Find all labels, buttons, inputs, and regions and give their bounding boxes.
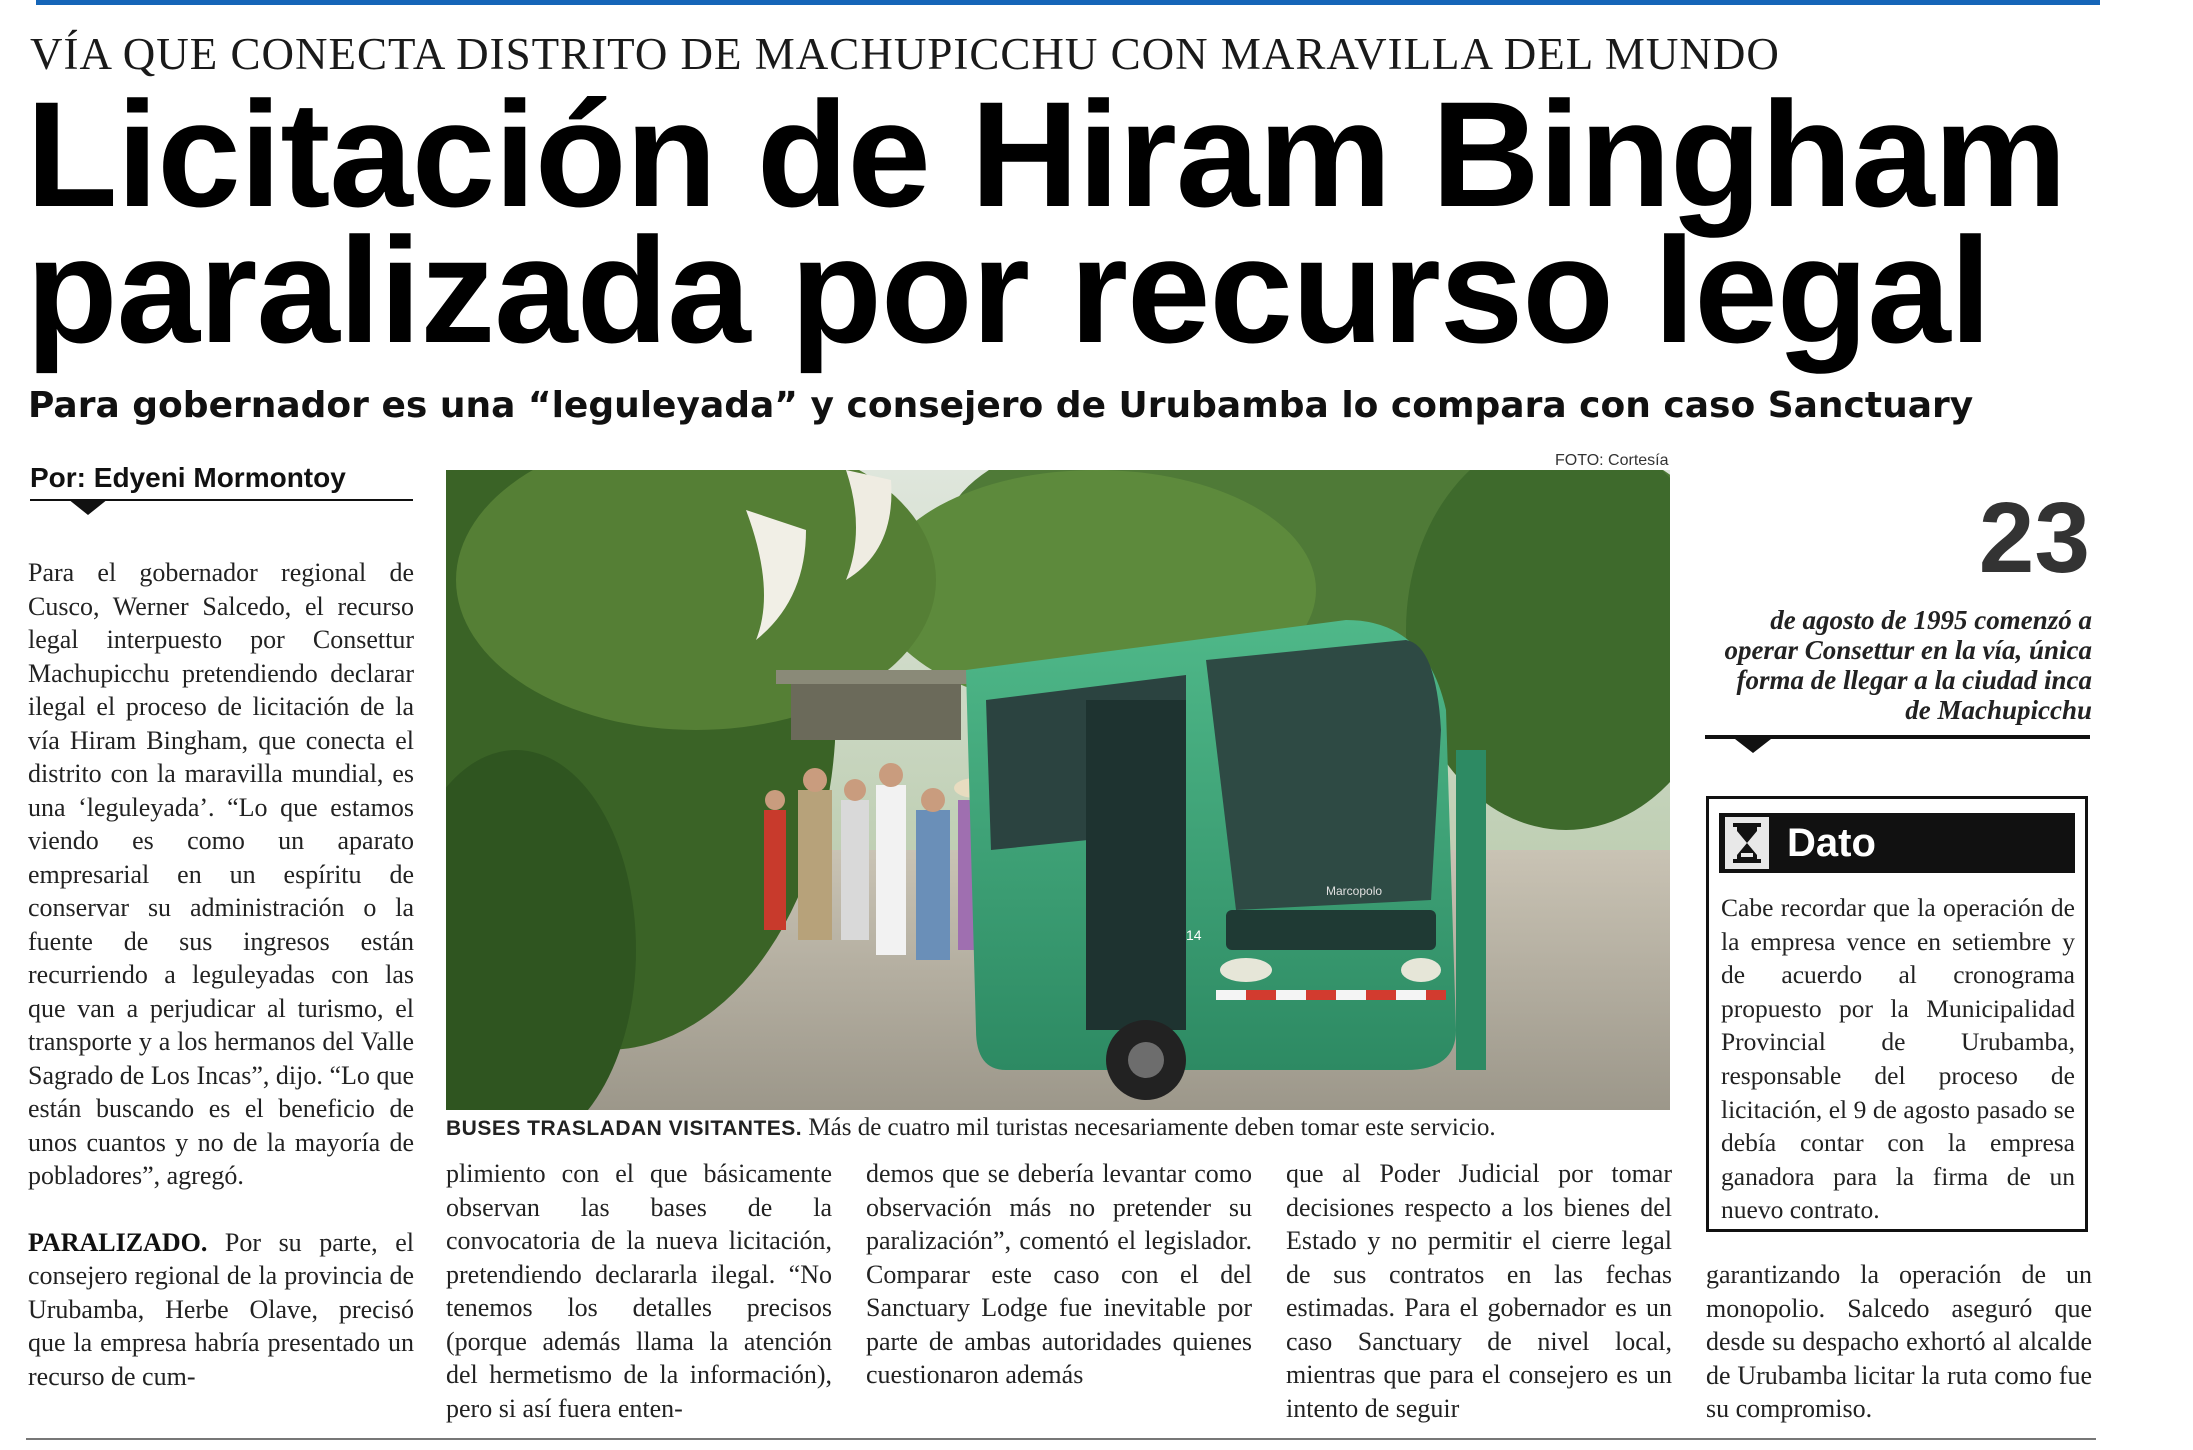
headline <box>26 70 2126 374</box>
column-5: garantizando la operación de un monopolio. Salcedo aseguró que desde su despacho exhortó al alcalde de Urubamba licitar la ruta como fue su compromiso. <box>1706 1260 2092 1423</box>
column-4: que al Poder Judicial por tomar decisiones respecto a los bienes del Estado y no permitir el cierre legal de sus contratos en las fechas estimadas. Para el gobernador es un caso Sanctuary de nivel local, mientras que para el consejero es un intento de seguir <box>1286 1159 1672 1423</box>
bus-number-label: 14 <box>1186 927 1202 943</box>
bus-scene-illustration <box>446 470 1670 1110</box>
column-3: demos que se debería levantar como observación más no pretender su paralización”, comentó el legislador. Comparar este caso con el del Sanctuary Lodge fue inevitable por parte de ambas autoridades quienes cuestionaron además <box>866 1159 1252 1389</box>
byline-tab <box>68 499 108 515</box>
column-1-paragraph-2: PARALIZADO. Por su parte, el consejero regional de la provincia de Urubamba, Herbe Olave, precisó que la empresa habría presentado un recurso de cum- <box>28 1227 414 1391</box>
byline: Por: Edyeni Mormontoy <box>30 462 346 493</box>
hourglass-icon <box>1725 817 1769 869</box>
dato-box <box>1706 796 2088 1232</box>
section-lead: PARALIZADO. <box>28 1227 208 1257</box>
kicker: VÍA QUE CONECTA DISTRITO DE MACHUPICCHU CON MARAVILLA DEL MUNDO <box>30 29 1780 79</box>
dato-header <box>1719 813 2075 873</box>
photo-caption: BUSES TRASLADAN VISITANTES. Más de cuatro mil turistas necesariamente deben tomar este servicio. <box>446 1114 1496 1141</box>
column-1 <box>28 556 414 1393</box>
column-1-paragraph-1: Para el gobernador regional de Cusco, Werner Salcedo, el recurso legal interpuesto por Consettur Machupicchu pretendiendo declarar ilegal el proceso de licitación de la vía Hiram Bingham, que conecta el distrito con la maravilla mundial, es una ‘leguleyada’. “Lo que estamos viendo es como un aparato empresarial en un espíritu de conservar su administración o la fuente de sus ingresos están recurriendo a leguleyadas con las que van a perjudicar al turismo, el transporte y a los hermanos del Valle Sagrado de Los Incas”, dijo. “Lo que están buscando es el beneficio de unos cuantos y no de la mayoría de pobladores”, agregó. <box>28 558 414 1190</box>
column-2: plimiento con el que básicamente observan las bases de la convocatoria de la nueva licitación, pretendiendo declararla ilegal. “No tenemos los detalles precisos (porque además llama la atención del hermetismo de la información), pero si así fuera enten- <box>446 1159 832 1423</box>
caption-lead: BUSES TRASLADAN VISITANTES. <box>446 1117 803 1140</box>
stat-tab <box>1735 739 1771 753</box>
top-rule <box>36 0 2100 5</box>
headline-line-2: paralizada por recurso legal <box>26 206 1991 374</box>
headline-line-1: Licitación de Hiram Bingham <box>26 70 2067 238</box>
bus <box>966 620 1486 1100</box>
photo-credit: FOTO: Cortesía <box>1555 452 1669 469</box>
stat-text: de agosto de 1995 comenzó a operar Consettur en la vía, única forma de llegar a la ciudad inca de Machupicchu <box>1724 605 2092 725</box>
dato-body: Cabe recordar que la operación de la empresa vence en setiembre y de acuerdo al cronograma propuesto por la Municipalidad Provincial de Urubamba, responsable del proceso de licitación, el 9 de agosto pasado se debía contar con la empresa ganadora para la firma de un nuevo contrato. <box>1721 893 2075 1225</box>
bottom-rule <box>26 1438 2096 1440</box>
dato-title: Dato <box>1787 821 1876 865</box>
deck: Para gobernador es una “leguleyada” y consejero de Urubamba lo compara con caso Sanctuary <box>28 385 1974 426</box>
stat-number: 23 <box>1978 482 2090 594</box>
bus-brand-label: Marcopolo <box>1326 884 1383 898</box>
photo-buses <box>446 470 1670 1110</box>
